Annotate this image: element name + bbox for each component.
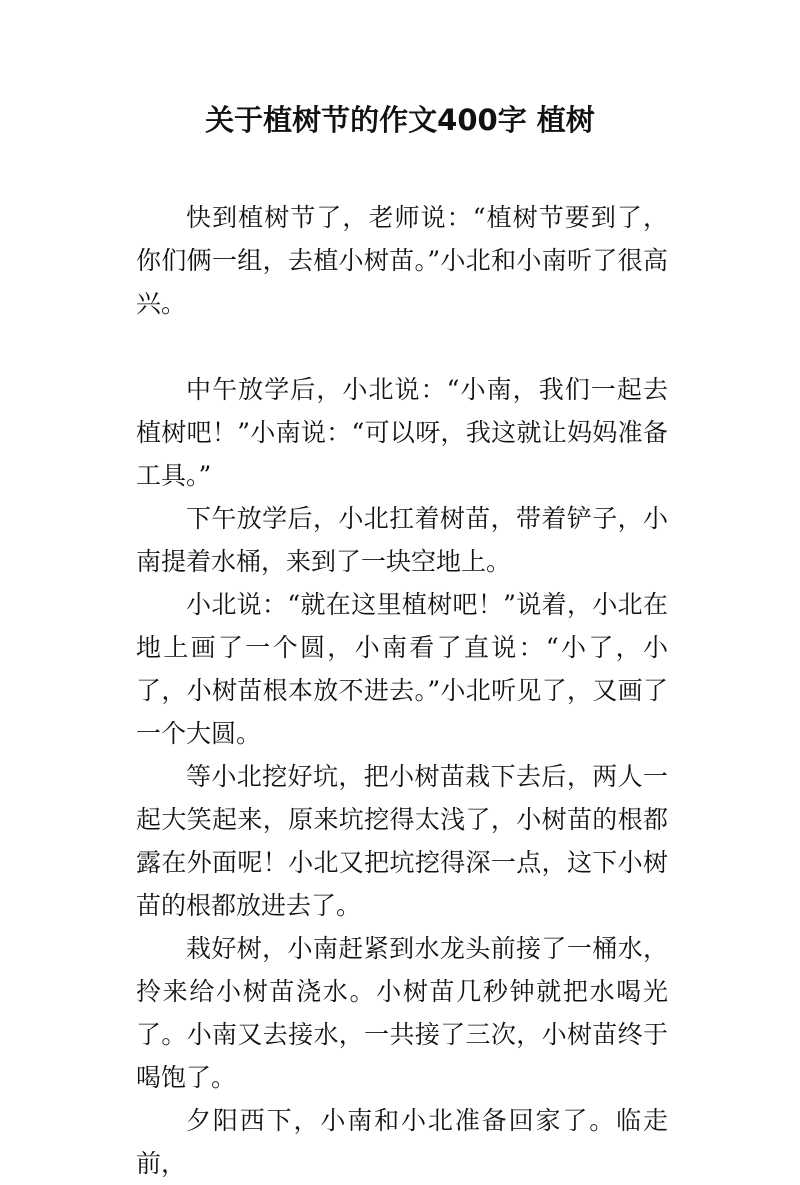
page-title: 关于植树节的作文400字 植树 xyxy=(205,103,595,137)
paragraph-5: 等小北挖好坑，把小树苗栽下去后，两人一起大笑起来，原来坑挖得太浅了，小树苗的根都露在外面呢！小北又把坑挖得深一点，这下小树苗的根都放进去了。 xyxy=(136,762,668,920)
paragraph-1: 快到植树节了，老师说：“植树节要到了，你们俩一组，去植小树苗。”小北和小南听了很高兴。 xyxy=(136,203,668,318)
paragraph-7: 夕阳西下，小南和小北准备回家了。临走前， xyxy=(136,1106,668,1178)
paragraph-6: 栽好树，小南赶紧到水龙头前接了一桶水，拎来给小树苗浇水。小树苗几秒钟就把水喝光了。小南又去接水，一共接了三次，小树苗终于喝饱了。 xyxy=(136,934,668,1092)
paragraph-3: 下午放学后，小北扛着树苗，带着铲子，小南提着水桶，来到了一块空地上。 xyxy=(136,504,668,576)
paragraph-4: 小北说：“就在这里植树吧！”说着，小北在地上画了一个圆，小南看了直说：“小了，小了，小树苗根本放不进去。”小北听见了，又画了一个大圆。 xyxy=(136,590,668,748)
essay-body xyxy=(136,196,668,1185)
paragraph-2: 中午放学后，小北说：“小南，我们一起去植树吧！”小南说：“可以呀，我这就让妈妈准备工具。” xyxy=(136,375,668,490)
